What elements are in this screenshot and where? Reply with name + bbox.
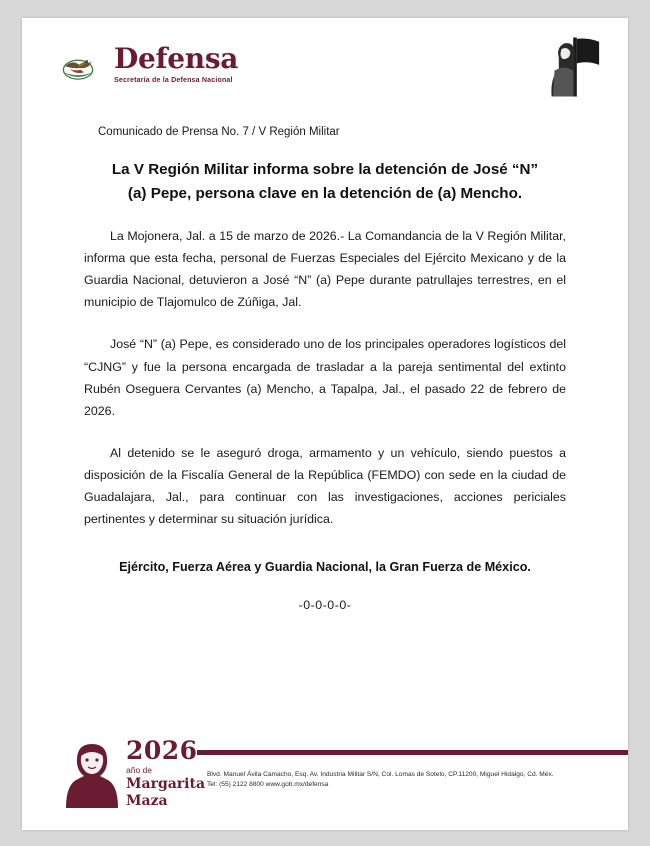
- comunicado-line: Comunicado de Prensa No. 7 / V Región Militar: [98, 126, 340, 138]
- honoree-last-name: Maza: [126, 793, 168, 810]
- brand-subtitle: Secretaría de la Defensa Nacional: [114, 77, 233, 84]
- document-footer: [22, 718, 628, 830]
- paragraph-2: José “N” (a) Pepe, es considerado uno de los principales operadores logísticos del “CJNG” y fue la persona encargada de trasladar a la pareja sentimental del extinto Rubén Oseguera Cervantes (a) Mencho, a Tapalpa, Jal., el pasado 22 de febrero de 2026.: [84, 337, 566, 418]
- mexican-flag-icon: [530, 36, 602, 98]
- page-title: [84, 158, 566, 205]
- year-text: 2026: [126, 736, 198, 765]
- footer-divider-bar: [197, 750, 628, 755]
- end-marker: -0-0-0-0-: [298, 598, 352, 613]
- address-line-1: Blvd. Manuel Ávila Camacho, Esq. Av. Industria Militar S/N, Col. Lomas de Sotelo, CP.11200, Miguel Hidalgo, Cd. Méx.: [207, 771, 554, 778]
- ano-de-text: año de: [126, 765, 152, 775]
- paragraph-3: Al detenido se le aseguró droga, armamento y un vehículo, siendo puestos a disposición de la Fiscalía General de la República (FEMDO) con sede en la ciudad de Guadalajara, Jal., para continuar con las investigaciones, acciones periciales pertinentes y determinar su situación jurídica.: [84, 445, 566, 526]
- honoree-first-name: Margarita: [126, 775, 206, 792]
- document-body: [22, 126, 628, 612]
- title-line-1: La V Región Militar informa sobre la detención de José “N”: [111, 161, 539, 178]
- paragraph-1: La Mojonera, Jal. a 15 de marzo de 2026.- La Comandancia de la V Región Militar, informa que esta fecha, personal de Fuerzas Especiales del Ejército Mexicano y de la Guardia Nacional, detuvieron a José “N” (a) Pepe durante patrullajes terrestres, en el municipio de Tlajomulco de Zúñiga, Jal.: [84, 229, 566, 310]
- margarita-maza-portrait-icon: [64, 736, 120, 810]
- brand-block: [114, 42, 239, 84]
- document-header: [22, 18, 628, 104]
- footer-address: [207, 770, 614, 790]
- title-line-2: (a) Pepe, persona clave en la detención de (a) Mencho.: [127, 184, 523, 202]
- press-release-document: [22, 18, 628, 830]
- brand-title: Defensa: [114, 42, 239, 75]
- closing-slogan: Ejército, Fuerza Aérea y Guardia Nacional, la Gran Fuerza de México.: [119, 560, 531, 575]
- address-line-2: Tel: (55) 2122 8800 www.gob.mx/defensa: [207, 780, 329, 788]
- mexican-coat-of-arms-icon: [52, 50, 104, 86]
- year-logo: [126, 738, 205, 810]
